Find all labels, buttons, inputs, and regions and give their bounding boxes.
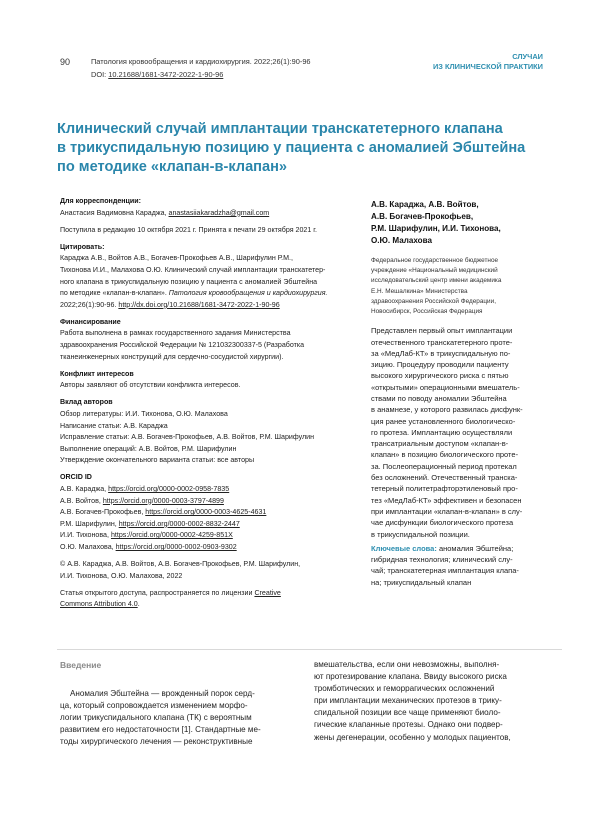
author-list: А.В. Караджа, А.В. Войтов, А.В. Богачев-Прокофьев, Р.М. Шарифулин, И.И. Тихонова, О.Ю. Малахова (371, 200, 501, 245)
correspondence: Для корреспонденции: Анастасия Вадимовна Караджа, anastasiiakaradzha@gmail.com (60, 197, 270, 217)
journal-citation: Патология кровообращения и кардиохирургия. 2022;26(1):90-96 (91, 57, 311, 66)
abstract: Представлен первый опыт имплантации отечественного транскатетерного проте- за «МедЛаб-КТ» в трикуспидальную по- зицию. Процедуру проводили пациенту высокого хирургического риска с пятью «открытыми» операционными вмешатель- ствами по поводу аномалии Эбштейна в анамнезе, у которого развилась дисфунк- ция ранее установленного биологическо- го протеза. Имплантацию осуществляли трансатриальным доступом «клапан-в- клапан» в позицию биологического проте- за. Послеоперационный период протекал без осложнений. Отечественный транска- тетерный политетрафторэтиленовый про- тез «МедЛаб-КТ» эффективен и безопасен при имплантации «клапан-в-клапан» в слу- чае дисфункции биологического протеза в трикуспидальной позиции. (371, 326, 523, 539)
page-number: 90 (60, 57, 71, 67)
cite-block: Цитировать: Караджа А.В., Войтов А.В., Богачев-Прокофьев А.В., Шарифулин Р.М., Тихонова И.И., Малахова О.Ю. Клинический случай имплантации транскатетер- ного клапана в трикуспидальную позицию у пациента с аномалией Эбштейна по методике «клапан-в-клапан». Патология кровообращения и кардиохирургия. 2022;26(1):90-96. http://dx.doi.org/10.21688/1681-3472-2022-1-90-96 (60, 242, 328, 309)
orcid-entry: А.В. Богачев-Прокофьев, https://orcid.org/0000-0003-4625-4631 (60, 508, 267, 517)
contributions-block: Вклад авторов Обзор литературы: И.И. Тихонова, О.Ю. Малахова Написание статьи: А.В. Караджа Исправление статьи: А.В. Богачев-Прокофьев, А.В. Войтов, Р.М. Шарифулин Выполнение операций: А.В. Войтов, Р.М. Шарифулин Утверждение окончательного варианта статьи: все авторы (60, 398, 315, 465)
conflict-block: Конфликт интересов Авторы заявляют об отсутствии конфликта интересов. (60, 369, 241, 390)
intro-heading: Введение (60, 660, 102, 670)
license-link[interactable]: Commons Attribution 4.0 (60, 600, 138, 609)
email-link[interactable]: anastasiiakaradzha@gmail.com (168, 208, 270, 217)
article-meta (60, 196, 360, 617)
orcid-link[interactable]: https://orcid.org/0000-0002-4259-851X (110, 531, 233, 540)
orcid-link[interactable]: https://orcid.org/0000-0002-0958-7835 (108, 485, 230, 494)
funding-block: Финансирование Работа выполнена в рамках государственного задания Министерства здравоохранения Российской Федерации № 121032300337-5 (Разработка тканеинженерных конструкций для сердечно-сосудистой хирургии). (60, 317, 305, 361)
doi-link[interactable]: 10.21688/1681-3472-2022-1-90-96 (108, 70, 224, 79)
license-link[interactable]: Creative (254, 588, 281, 597)
copyright: © А.В. Караджа, А.В. Войтов, А.В. Богачев-Прокофьев, Р.М. Шарифулин, И.И. Тихонова, О.Ю. Малахова, 2022 (60, 560, 301, 580)
orcid-link[interactable]: https://orcid.org/0000-0002-0903-9302 (115, 543, 237, 552)
doi-line: DOI: 10.21688/1681-3472-2022-1-90-96 (91, 70, 224, 79)
article-title: Клинический случай имплантации транскатетерного клапана в трикуспидальную позицию у пациента с аномалией Эбштейна по методике «клапан-в-клапан» (57, 121, 526, 175)
abstract-column (371, 199, 553, 588)
orcid-link[interactable]: https://orcid.org/0000-0003-3797-4899 (102, 496, 224, 505)
orcid-entry: А.В. Караджа, https://orcid.org/0000-0002-0958-7835 (60, 485, 230, 494)
orcid-block: ORCID ID А.В. Караджа, https://orcid.org/0000-0002-0958-7835 А.В. Войтов, https://orcid.org/0000-0003-3797-4899 А.В. Богачев-Прокофьев, https://orcid.org/0000-0003-4625-4631 Р.М. Шарифулин, https://orcid.org/0000-0002-8832-2447 И.И. Тихонова, https://orcid.org/0000-0002-4259-851X О.Ю. Малахова, https://orcid.org/0000-0002-0903-9302 (60, 472, 360, 553)
orcid-link[interactable]: https://orcid.org/0000-0003-4625-4631 (145, 508, 267, 517)
keywords: Ключевые слова: аномалия Эбштейна; гибридная технология; клинический слу- чай; транскатетерная имплантация клапа- на; трикуспидальный клапан (371, 543, 519, 587)
orcid-entry: Р.М. Шарифулин, https://orcid.org/0000-0002-8832-2447 (60, 519, 240, 528)
orcid-entry: И.И. Тихонова, https://orcid.org/0000-0002-4259-851X (60, 531, 233, 540)
license: Статья открытого доступа, распространяется по лицензии Creative Commons Attribution 4.0. (60, 588, 281, 609)
orcid-link[interactable]: https://orcid.org/0000-0002-8832-2447 (118, 519, 240, 528)
body-text-left: Аномалия Эбштейна — врожденный порок серд- ца, который сопровождается изменением морфо- логии трикуспидального клапана (ТК) с вероятным развитием его недостаточности [1]. Стандартные ме- тоды хирургического лечения — реконструктивные (60, 689, 261, 747)
keywords-label: Ключевые слова: (371, 543, 437, 553)
orcid-entry: А.В. Войтов, https://orcid.org/0000-0003-3797-4899 (60, 496, 224, 505)
journal-header (91, 55, 311, 81)
received-dates: Поступила в редакцию 10 октября 2021 г. Принята к печати 29 октября 2021 г. (60, 225, 317, 234)
divider (57, 649, 562, 650)
body-text-right: вмешательства, если они невозможны, выполня- ют протезирование клапана. Ввиду высокого риска тромботических и геморрагических осложнений при имплантации механических протезов в трику- спидальной позиции все чаще применяют биоло- гические клапанные протезы. Однако они подвер- жены дегенерации, особенно у молодых пациентов, (314, 660, 511, 742)
affiliation: Федеральное государственное бюджетное учреждение «Национальный медицинский исследовательский центр имени академика Е.Н. Мешалкина» Министерства здравоохранения Российской Федерации, Новосибирск, Российская Федерация (371, 257, 502, 316)
orcid-entry: О.Ю. Малахова, https://orcid.org/0000-0002-0903-9302 (60, 543, 237, 552)
section-tag: СЛУЧАИ ИЗ КЛИНИЧЕСКОЙ ПРАКТИКИ (432, 52, 543, 71)
cite-doi-link[interactable]: http://dx.doi.org/10.21688/1681-3472-2022-1-90-96 (118, 300, 280, 309)
